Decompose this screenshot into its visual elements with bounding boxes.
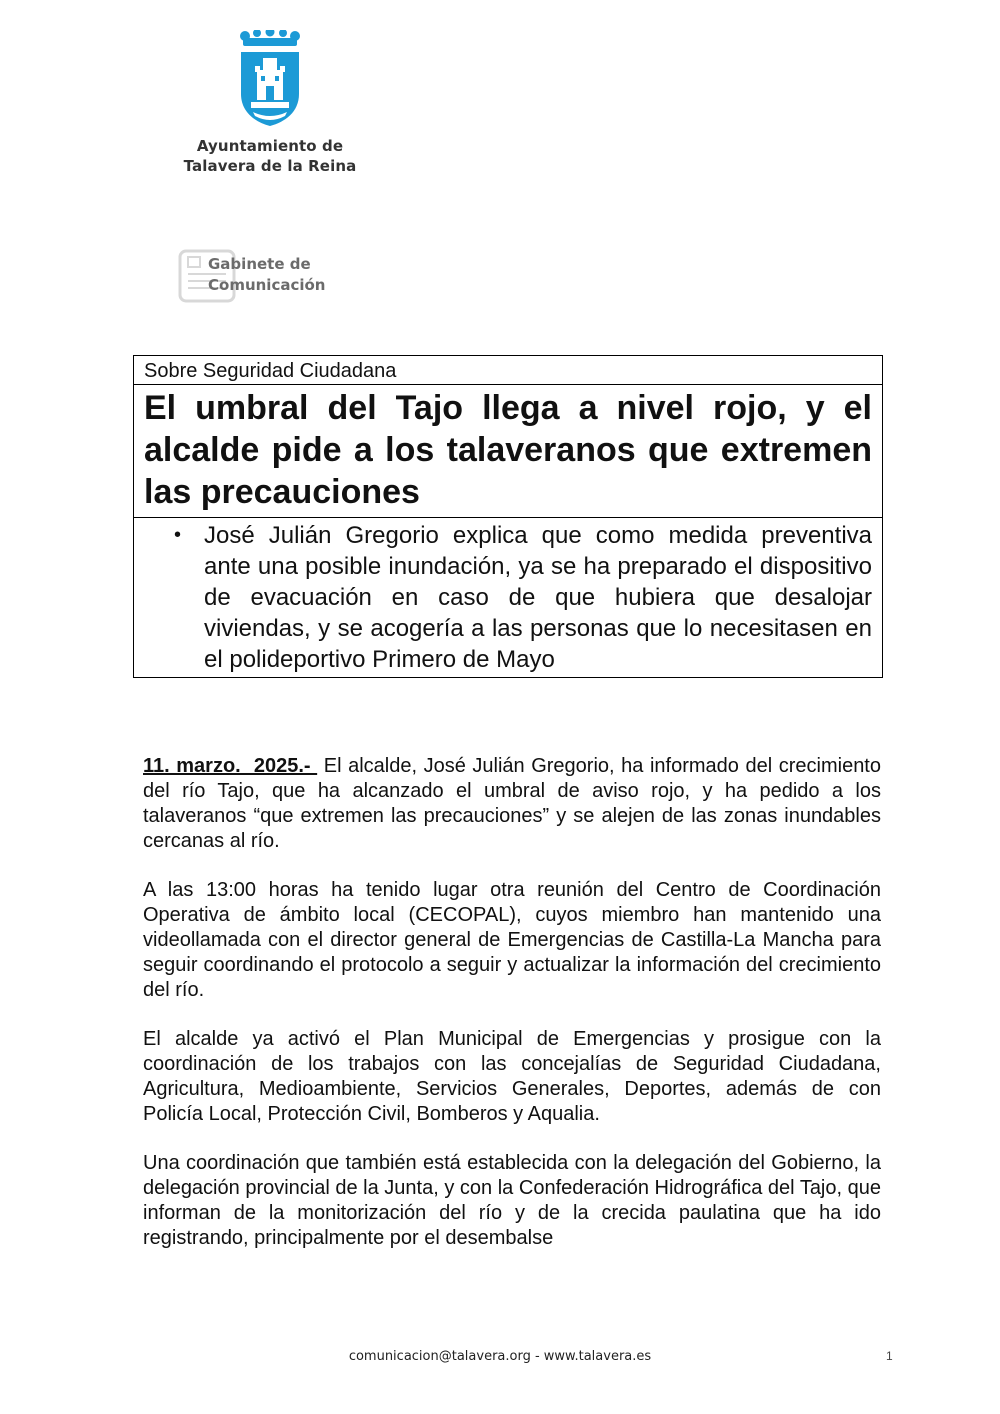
page-number: 1 [886,1349,893,1363]
article-body [143,754,881,1275]
press-release-header [133,355,883,678]
footer-contact: comunicacion@talavera.org - www.talavera.es [348,1349,652,1364]
lead-paragraph [143,754,881,854]
dateline: 11. marzo. 2025.- [143,755,318,777]
organization-name [170,136,370,176]
subheadline-text: José Julián Gregorio explica que como medida preventiva ante una posible inundación, ya se ha preparado el dispositivo de evacuación en caso de que hubiera que desalojar viviendas, y se acogería a las personas que lo necesitasen en el polideportivo Primero de Mayo [204,522,872,673]
org-name-line2: Talavera de la Reina [183,157,357,175]
office-name-line2: Comunicación [208,276,326,294]
article-paragraph: Una coordinación que también está establecida con la delegación del Gobierno, la delegación provincial de la Junta, y con la Confederación Hidrográfica del Tajo, que informan de la monitorización del río y de la crecida paulatina que ha ido registrando, principalmente por el desembalse [143,1152,881,1249]
subheadline-item [174,520,872,675]
office-name-line1: Gabinete de [208,255,311,273]
article-paragraph: El alcalde ya activó el Plan Municipal de Emergencias y prosigue con la coordinación de los trabajos con las concejalías de Seguridad Ciudadana, Agricultura, Medioambiente, Servicios Generales, Deportes, además de con Policía Local, Protección Civil, Bomberos y Aqualia. [143,1028,881,1125]
subheadline-list [134,518,882,677]
letterhead [170,30,370,176]
section-label: Sobre Seguridad Ciudadana [134,356,882,385]
article-paragraph: A las 13:00 horas ha tenido lugar otra reunión del Centro de Coordinación Operativa de ámbito local (CECOPAL), cuyos miembro han mantenido una videollamada con el director general de Emergencias de Castilla-La Mancha para seguir coordinando el protocolo a seguir y actualizar la información del crecimiento del río. [143,879,881,1001]
city-coat-of-arms-logo [235,30,305,128]
bullet-icon: • [174,524,182,546]
headline: El umbral del Tajo llega a nivel rojo, y el alcalde pide a los talaveranos que extremen las precauciones [134,385,882,518]
communications-office-block [178,248,378,308]
lead-text: El alcalde, José Julián Gregorio, ha informado del crecimiento del río Tajo, que ha alcanzado el umbral de aviso rojo, y ha pedido a los talaveranos “que extremen las precauciones” y se alejen de las zonas inundables cercanas al río. [143,755,881,852]
org-name-line1: Ayuntamiento de [196,137,344,155]
